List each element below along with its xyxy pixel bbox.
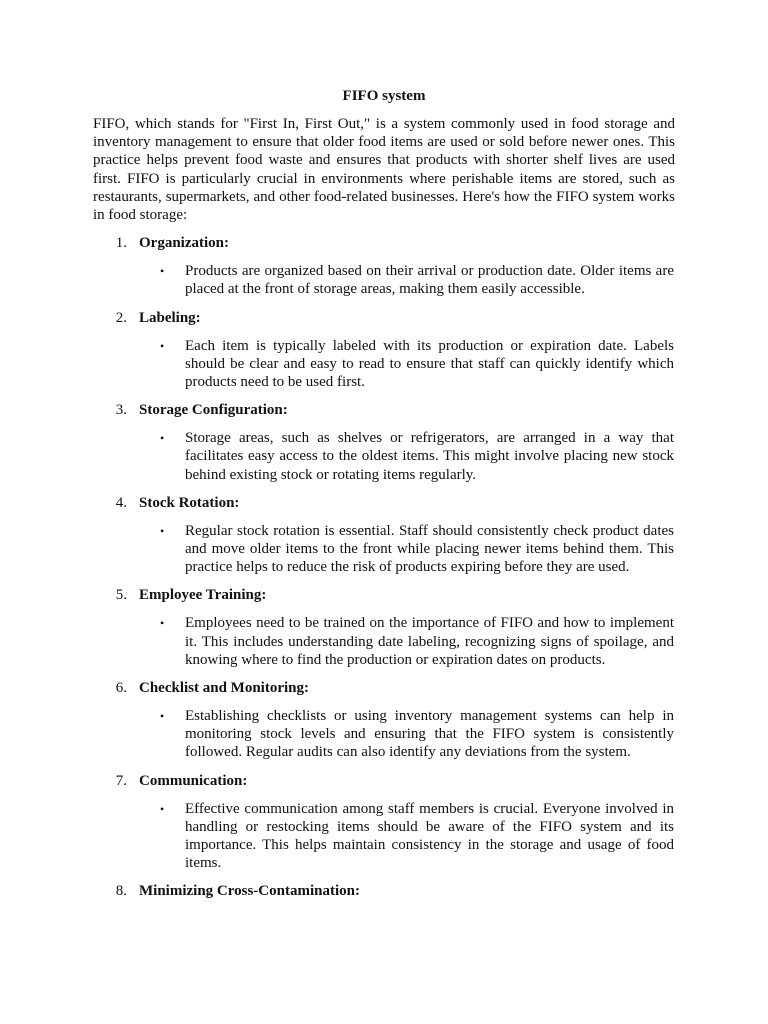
step-title: Stock Rotation:	[139, 494, 240, 511]
step-heading	[93, 585, 675, 605]
bullet-item	[93, 800, 675, 873]
step-heading	[93, 881, 675, 901]
step-number: 1.	[115, 235, 127, 252]
list-item	[93, 678, 675, 762]
step-number: 3.	[115, 402, 127, 419]
bullet-list	[93, 614, 675, 669]
bullet-icon: •	[160, 338, 165, 353]
bullet-icon: •	[160, 801, 165, 816]
step-heading	[93, 233, 675, 253]
bullet-list	[93, 707, 675, 762]
step-heading	[93, 678, 675, 698]
step-number: 7.	[115, 772, 127, 789]
list-item	[93, 308, 675, 392]
bullet-text: Each item is typically labeled with its production or expiration date. Labels should be clear and easy to read to ensure that staff can quickly identify which products need to be used first.	[185, 337, 674, 391]
step-title: Checklist and Monitoring:	[139, 680, 310, 697]
bullet-list	[93, 800, 675, 873]
step-number: 2.	[115, 309, 127, 326]
document-title: FIFO system	[342, 88, 426, 104]
bullet-text: Establishing checklists or using inventory management systems can help in monitoring stock levels and ensuring that the FIFO system is consistently followed. Regular audits can also identify any deviations from the system.	[185, 708, 674, 761]
list-item	[93, 233, 675, 298]
bullet-list	[93, 262, 675, 298]
bullet-item	[93, 522, 675, 577]
steps-list	[93, 233, 675, 901]
bullet-item	[93, 614, 675, 669]
bullet-item	[93, 429, 675, 484]
list-item	[93, 585, 675, 669]
list-item	[93, 771, 675, 873]
bullet-text: Employees need to be trained on the importance of FIFO and how to implement it. This includes understanding date labeling, recognizing signs of spoilage, and knowing where to find the production or expiration dates on products.	[185, 615, 674, 668]
step-heading	[93, 308, 675, 328]
bullet-list	[93, 429, 675, 484]
step-title: Minimizing Cross-Contamination:	[139, 883, 360, 900]
document-page	[93, 86, 675, 910]
step-title: Organization:	[139, 235, 229, 252]
bullet-list	[93, 522, 675, 577]
step-title: Labeling:	[139, 309, 201, 326]
bullet-item	[93, 337, 675, 392]
list-item	[93, 400, 675, 484]
list-item	[93, 881, 675, 901]
bullet-icon: •	[160, 616, 165, 631]
bullet-icon: •	[160, 709, 165, 724]
step-number: 4.	[115, 494, 127, 511]
bullet-icon: •	[160, 264, 165, 279]
step-number: 8.	[115, 883, 127, 900]
bullet-item	[93, 707, 675, 762]
step-heading	[93, 400, 675, 420]
bullet-text: Storage areas, such as shelves or refrigerators, are arranged in a way that facilitates easy access to the oldest items. This might involve placing new stock behind existing stock or rotating items regularly.	[185, 430, 674, 483]
step-heading	[93, 771, 675, 791]
bullet-item	[93, 262, 675, 298]
step-title: Communication:	[139, 772, 248, 789]
list-item	[93, 493, 675, 577]
step-number: 5.	[115, 587, 127, 604]
bullet-text: Regular stock rotation is essential. Staff should consistently check product dates and move older items to the front while placing newer items behind them. This practice helps to reduce the risk of products expiring before they are used.	[185, 522, 674, 576]
step-number: 6.	[115, 680, 127, 697]
step-title: Employee Training:	[139, 587, 267, 604]
bullet-list	[93, 337, 675, 392]
bullet-icon: •	[160, 431, 165, 446]
bullet-icon: •	[160, 523, 165, 538]
step-heading	[93, 493, 675, 513]
step-title: Storage Configuration:	[139, 402, 288, 419]
intro-paragraph: FIFO, which stands for "First In, First Out," is a system commonly used in food storage and inventory management to ensure that older food items are used or sold before newer ones. This practice helps prevent food waste and ensures that products with shorter shelf lives are used first. FIFO is particularly crucial in environments where perishable items are stored, such as restaurants, supermarkets, and other food-related businesses. Here's how the FIFO system works in food storage:	[93, 116, 675, 224]
bullet-text: Products are organized based on their arrival or production date. Older items are placed at the front of storage areas, making them easily accessible.	[185, 263, 674, 298]
bullet-text: Effective communication among staff members is crucial. Everyone involved in handling or restocking items should be aware of the FIFO system and its importance. This helps maintain consistency in the storage and usage of food items.	[185, 800, 674, 872]
